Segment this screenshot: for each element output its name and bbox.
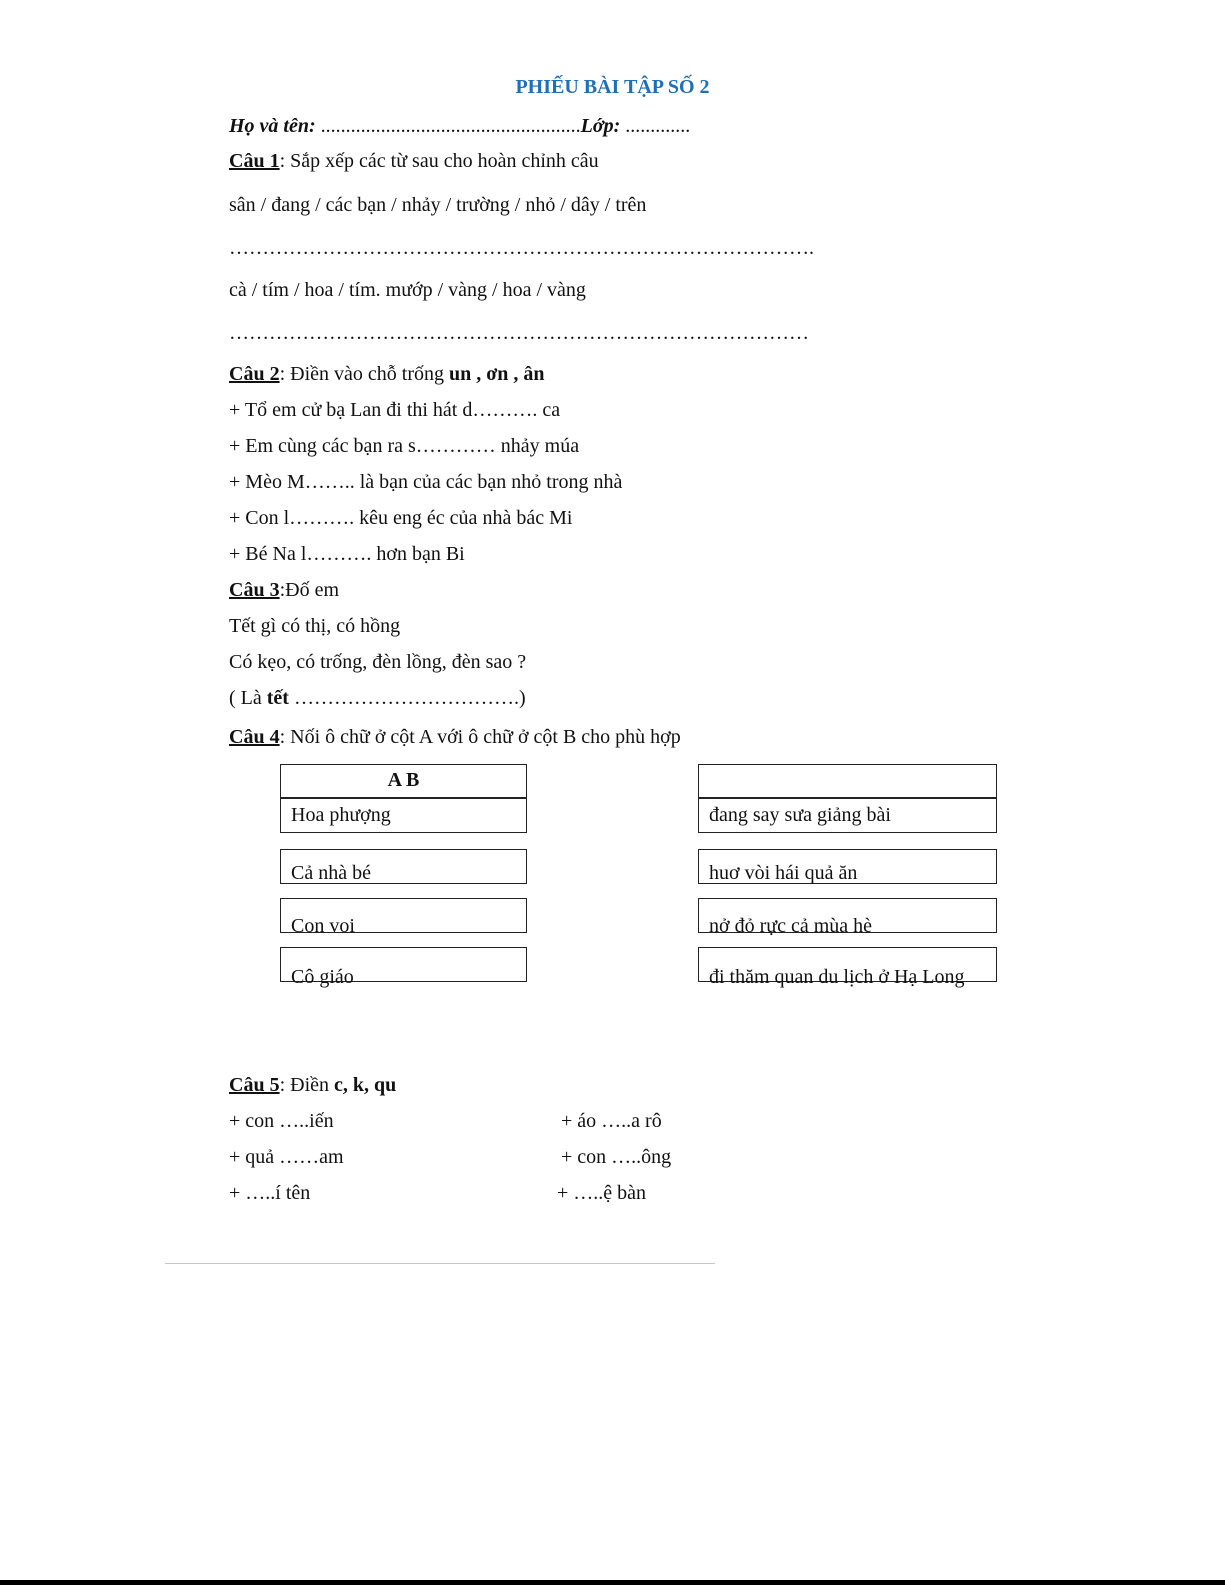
riddle-line-2: Có kẹo, có trống, đèn lồng, đèn sao ? — [229, 651, 527, 673]
riddle-answer-blank: …………………………….) — [288, 687, 526, 709]
student-info-line — [229, 115, 690, 138]
page-bottom-edge — [0, 1580, 1225, 1585]
column-b-text-4: đi thăm quan du lịch ở Hạ Long — [709, 966, 965, 988]
question-1-heading — [229, 150, 599, 173]
class-label: Lớp: — [580, 115, 621, 137]
column-b-header — [698, 764, 997, 799]
question-3-label: Câu 3 — [229, 579, 280, 601]
q1-words-1: sân / đang / các bạn / nhảy / trường / nhỏ / dây / trên — [229, 194, 647, 216]
column-a-text-1: Hoa phượng — [291, 804, 391, 826]
q5-left-item-3: + …..í tên — [229, 1182, 311, 1204]
column-a-text-2: Cả nhà bé — [291, 862, 371, 884]
column-b-text-2: huơ vòi hái quả ăn — [709, 862, 858, 884]
question-5-text: : Điền — [279, 1074, 335, 1096]
column-b-text-3: nở đỏ rực cả mùa hè — [709, 915, 873, 937]
column-a-text-3: Con voi — [291, 915, 355, 937]
riddle-line-1: Tết gì có thị, có hồng — [229, 615, 401, 637]
question-4-label: Câu 4 — [229, 726, 280, 748]
q1-answer-line-1: ……………………………………………………………………………. — [229, 237, 814, 259]
q5-right-item-3: + …..ệ bàn — [557, 1182, 647, 1204]
name-label: Họ và tên: — [229, 115, 316, 137]
question-5-label: Câu 5 — [229, 1074, 280, 1096]
q5-right-item-1: + áo …..a rô — [561, 1110, 662, 1132]
question-2-options: un , ơn , ân — [448, 363, 545, 385]
question-1-text: : Sắp xếp các từ sau cho hoàn chỉnh câu — [279, 150, 599, 172]
column-b-text-1: đang say sưa giảng bài — [709, 804, 891, 826]
question-4-heading — [229, 726, 681, 749]
column-a-text-4: Cô giáo — [291, 966, 354, 988]
question-5-heading — [229, 1074, 396, 1097]
riddle-answer-prefix: ( Là — [229, 687, 267, 709]
column-b-box-2[interactable] — [698, 849, 997, 884]
column-a-header-label: A B — [387, 769, 420, 791]
riddle-answer-bold: tết — [266, 687, 289, 709]
question-5-options: c, k, qu — [334, 1074, 397, 1096]
q5-left-item-2: + quả ……am — [229, 1146, 344, 1168]
q5-right-item-2: + con …..ông — [561, 1146, 672, 1168]
column-a-header — [280, 764, 527, 799]
column-a-box-3[interactable] — [280, 898, 527, 937]
q1-answer-line-2: …………………………………………………………………………… — [229, 322, 809, 344]
riddle-answer — [229, 687, 526, 710]
column-a-box-4[interactable] — [280, 947, 527, 988]
q2-item-4: + Con l………. kêu eng éc của nhà bác Mi — [229, 507, 573, 529]
question-2-text: : Điền vào chỗ trống — [279, 363, 449, 385]
column-b-box-1[interactable] — [698, 797, 997, 833]
q5-left-item-1: + con …..iến — [229, 1110, 334, 1132]
q2-item-2: + Em cùng các bạn ra s………… nhảy múa — [229, 435, 580, 457]
footer-rule — [165, 1263, 715, 1264]
column-b-box-3[interactable] — [698, 898, 997, 937]
name-blank: .................................................... — [315, 115, 581, 137]
column-b-box-4[interactable] — [698, 947, 997, 988]
q2-item-5: + Bé Na l………. hơn bạn Bi — [229, 543, 465, 565]
question-3-heading — [229, 579, 339, 602]
worksheet-title: PHIẾU BÀI TẬP SỐ 2 — [515, 76, 710, 98]
column-a-box-2[interactable] — [280, 849, 527, 884]
question-4-text: : Nối ô chữ ở cột A với ô chữ ở cột B cho phù hợp — [279, 726, 681, 748]
question-1-label: Câu 1 — [229, 150, 280, 172]
class-blank: ............. — [620, 115, 691, 137]
question-3-text: :Đố em — [279, 579, 340, 601]
q2-item-3: + Mèo M…….. là bạn của các bạn nhỏ trong nhà — [229, 471, 623, 493]
question-2-heading — [229, 363, 545, 386]
q1-words-2: cà / tím / hoa / tím. mướp / vàng / hoa / vàng — [229, 279, 586, 301]
q2-item-1: + Tổ em cử bạ Lan đi thi hát d………. ca — [229, 399, 561, 421]
column-a-box-1[interactable] — [280, 797, 527, 833]
question-2-label: Câu 2 — [229, 363, 280, 385]
